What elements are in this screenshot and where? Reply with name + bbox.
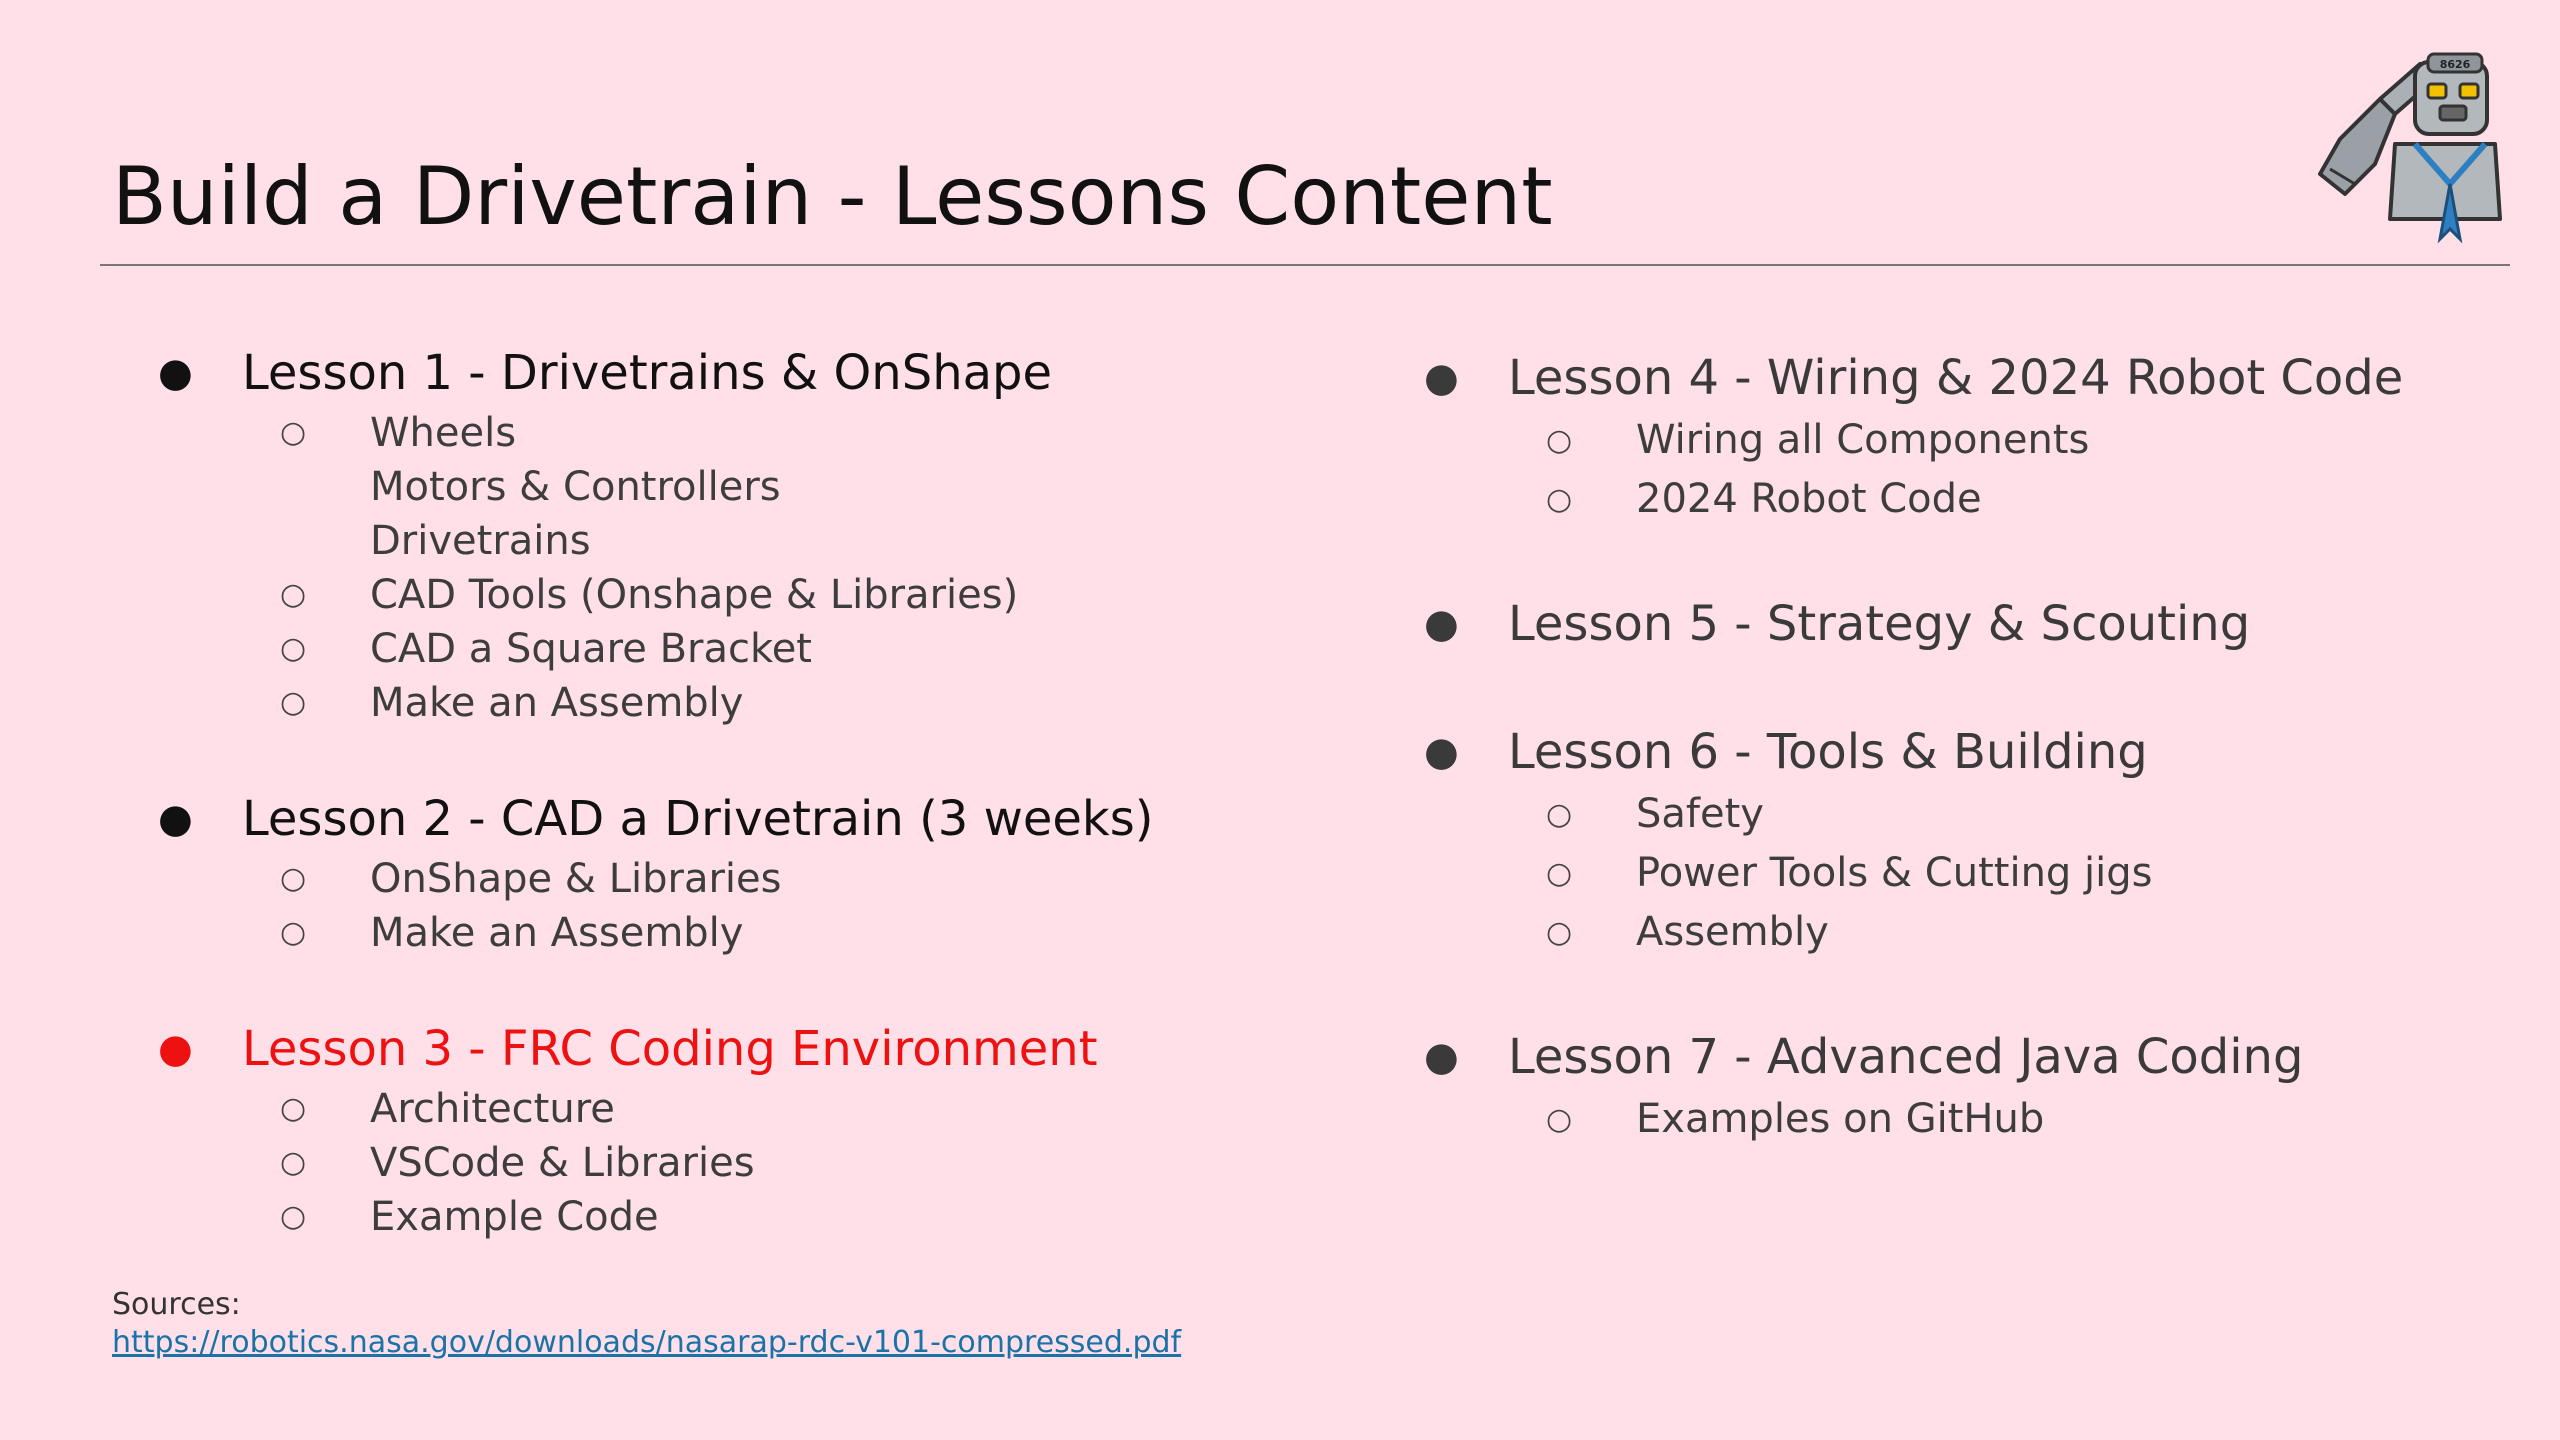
list-item <box>1416 470 2516 529</box>
list-item <box>150 1082 1350 1136</box>
bullet-hollow-icon: ○ <box>280 631 307 666</box>
lesson-heading <box>1416 1024 2516 1090</box>
list-item-label: Assembly <box>1636 909 1829 955</box>
list-item-label: Safety <box>1636 791 1764 837</box>
list-item <box>150 1136 1350 1190</box>
lesson-title: Lesson 5 - Strategy & Scouting <box>1508 596 2251 652</box>
lessons-left-column <box>150 340 1350 1244</box>
lesson-heading <box>150 786 1350 852</box>
lesson-gap <box>1416 657 2516 719</box>
lesson-title: Lesson 6 - Tools & Building <box>1508 724 2148 780</box>
list-item-label: Wiring all Components <box>1636 417 2090 463</box>
bullet-filled-icon: ● <box>158 1026 193 1072</box>
sources-link[interactable]: https://robotics.nasa.gov/downloads/nasarap-rdc-v101-compressed.pdf <box>112 1325 1182 1360</box>
list-item <box>150 568 1350 622</box>
lesson-heading <box>1416 591 2516 657</box>
lesson-title: Lesson 7 - Advanced Java Coding <box>1508 1029 2304 1085</box>
bullet-hollow-icon: ○ <box>1546 915 1573 950</box>
list-item <box>150 406 1350 460</box>
title-divider <box>100 264 2510 266</box>
lesson-subitems <box>150 852 1350 960</box>
lesson-subitems <box>1416 1090 2516 1149</box>
list-item <box>1416 844 2516 903</box>
list-item-label: OnShape & Libraries <box>370 856 782 902</box>
list-item-label: Wheels <box>370 410 517 456</box>
lesson-gap <box>1416 962 2516 1024</box>
lesson-title: Lesson 3 - FRC Coding Environment <box>242 1021 1098 1077</box>
bullet-hollow-icon: ○ <box>280 1199 307 1234</box>
list-item-label: Motors & Controllers <box>370 464 781 510</box>
list-item-label: Example Code <box>370 1194 659 1240</box>
lesson-subitems <box>150 406 1350 730</box>
mascot-badge: 8626 <box>2439 58 2471 71</box>
bullet-hollow-icon: ○ <box>280 915 307 950</box>
lesson-4 <box>1416 345 2516 529</box>
list-item <box>150 852 1350 906</box>
lesson-2 <box>150 786 1350 960</box>
list-item-label: VSCode & Libraries <box>370 1140 755 1186</box>
bullet-hollow-icon: ○ <box>280 1091 307 1126</box>
bullet-hollow-icon: ○ <box>1546 423 1573 458</box>
list-item-label: CAD a Square Bracket <box>370 626 812 672</box>
sources-block <box>112 1286 1181 1362</box>
bullet-hollow-icon: ○ <box>280 685 307 720</box>
bullet-filled-icon: ● <box>1424 601 1459 647</box>
lesson-7 <box>1416 1024 2516 1149</box>
lesson-heading <box>1416 719 2516 785</box>
bullet-hollow-icon: ○ <box>280 861 307 896</box>
bullet-filled-icon: ● <box>1424 355 1459 401</box>
bullet-filled-icon: ● <box>1424 729 1459 775</box>
lesson-subitems <box>1416 785 2516 962</box>
bullet-hollow-icon: ○ <box>280 1145 307 1180</box>
bullet-hollow-icon: ○ <box>280 577 307 612</box>
bullet-filled-icon: ● <box>158 350 193 396</box>
bullet-hollow-icon: ○ <box>1546 482 1573 517</box>
list-item-label: Drivetrains <box>370 518 591 564</box>
slide-title: Build a Drivetrain - Lessons Content <box>112 150 1553 243</box>
list-item-label: 2024 Robot Code <box>1636 476 1982 522</box>
lesson-heading <box>1416 345 2516 411</box>
list-item <box>1416 411 2516 470</box>
bullet-filled-icon: ● <box>1424 1034 1459 1080</box>
list-item <box>150 906 1350 960</box>
list-item-label: Make an Assembly <box>370 680 744 726</box>
lesson-gap <box>1416 529 2516 591</box>
lesson-subitems <box>150 1082 1350 1244</box>
lesson-heading <box>150 340 1350 406</box>
list-item <box>150 676 1350 730</box>
list-item-label: Architecture <box>370 1086 615 1132</box>
lesson-3 <box>150 1016 1350 1244</box>
robot-mascot-icon <box>2300 44 2510 249</box>
lesson-5 <box>1416 591 2516 657</box>
list-item <box>1416 785 2516 844</box>
bullet-hollow-icon: ○ <box>1546 797 1573 832</box>
list-item-label: CAD Tools (Onshape & Libraries) <box>370 572 1019 618</box>
bullet-hollow-icon: ○ <box>1546 856 1573 891</box>
list-item <box>150 460 1350 514</box>
bullet-hollow-icon: ○ <box>280 415 307 450</box>
lesson-title: Lesson 4 - Wiring & 2024 Robot Code <box>1508 350 2404 406</box>
bullet-hollow-icon: ○ <box>1546 1102 1573 1137</box>
list-item-label: Examples on GitHub <box>1636 1096 2045 1142</box>
lessons-right-column <box>1416 345 2516 1149</box>
lesson-gap <box>150 960 1350 1016</box>
lesson-1 <box>150 340 1350 730</box>
list-item <box>150 622 1350 676</box>
lesson-title: Lesson 1 - Drivetrains & OnShape <box>242 345 1053 401</box>
sources-label: Sources: <box>112 1287 241 1322</box>
lesson-title: Lesson 2 - CAD a Drivetrain (3 weeks) <box>242 791 1154 847</box>
list-item-label: Power Tools & Cutting jigs <box>1636 850 2153 896</box>
lesson-subitems <box>1416 411 2516 529</box>
list-item <box>1416 1090 2516 1149</box>
lesson-6 <box>1416 719 2516 962</box>
lesson-heading <box>150 1016 1350 1082</box>
list-item <box>150 514 1350 568</box>
list-item <box>1416 903 2516 962</box>
lesson-gap <box>150 730 1350 786</box>
list-item <box>150 1190 1350 1244</box>
list-item-label: Make an Assembly <box>370 910 744 956</box>
bullet-filled-icon: ● <box>158 796 193 842</box>
